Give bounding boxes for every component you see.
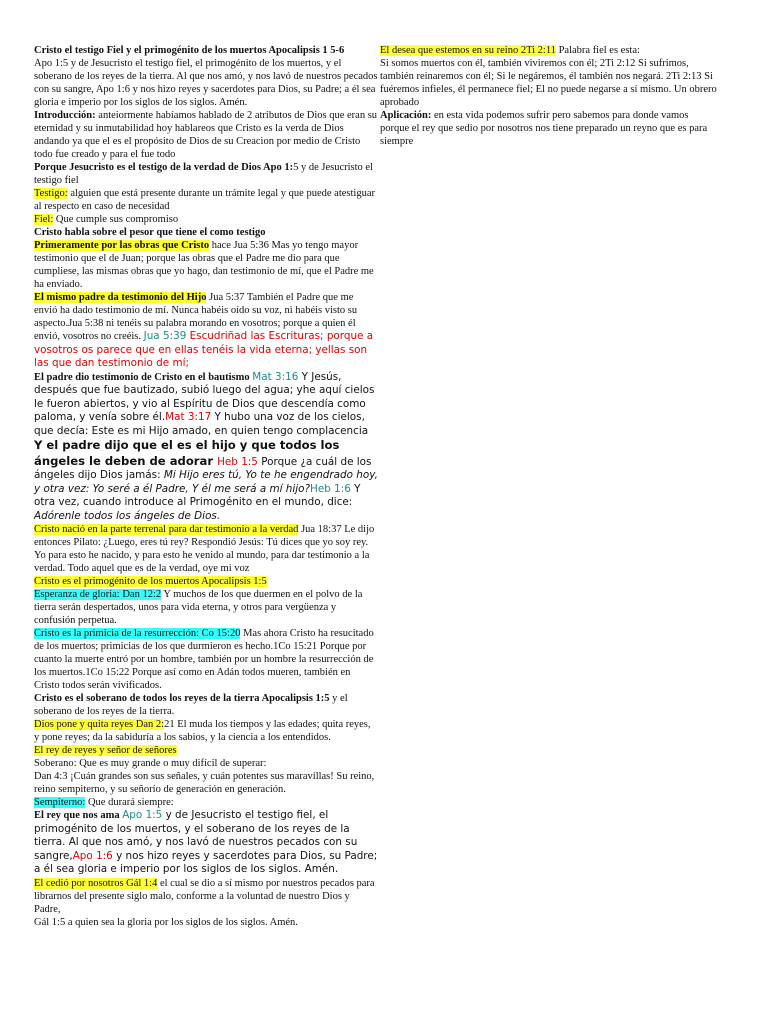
point-kings-heading: Dios pone y quita reyes Dan 2: [34,719,165,730]
introduction-paragraph [34,109,378,161]
reference-heb-1-6: Heb 1:6 [310,482,351,495]
application-text: en esta vida podemos sufrir pero sabemos para donde vamos porque el rey que sedio por nosotros nos tiene preparado un reyno que es para siempre [380,110,708,147]
point-father-testimony-heading: El mismo padre da testimonio del Hijo [34,292,207,303]
point-king-loves-heading: El rey que nos ama [34,810,123,821]
point-witness-text: 5 y de Jesucristo el testigo fiel [34,162,373,186]
point-sovereign-heading: Cristo es el soberano de todos los reyes de la tierra Apocalipsis 1:5 [34,693,333,704]
definition-soberano: Soberano: Que es muy grande o muy difícil de superar: [34,758,267,769]
point-king-loves [34,809,378,877]
point-father-testimony [34,291,378,371]
point-hope-glory [34,588,378,627]
application-paragraph [380,109,720,148]
point-king-loves-text-1: y de Jesucristo el testigo fiel, el primogénito de los muertos, y el soberano de los reyes de la tierra. Al que nos amó, y nos lavó de nuestros pecados con su sangre, [34,809,358,862]
definition-testigo-term: Testigo: [34,188,68,199]
sermon-title: Cristo el testigo Fiel y el primogénito de los muertos Apocalipsis 1 5-6 [34,45,345,56]
point-witness [34,161,378,187]
point-kingdom-text: Palabra fiel es esta: [555,45,640,56]
point-baptism-text-2: Y hubo una voz de los cielos, que decía: Este es mi Hijo amado, en quien tengo complacencia [34,411,369,437]
point-gave-himself-text: el cual se dio a sí mismo por nuestros pecados para librarnos del presente siglo malo, conforme a la voluntad de nuestro Dios y Padre, [34,877,375,915]
point-truth-text: Jua 18:37 Le dijo entonces Pilato: ¿Luego, eres tú rey? Respondió Jesús: Tú dices que yo soy rey. Yo para esto he nacido, y para esto he venido al mundo, para dar testimonio a la verdad. Todo aquel que es de la verdad, oye mi voz [34,524,375,574]
point-works-text: hace Jua 5:36 Mas yo tengo mayor testimonio que el de Juan; porque las obras que el Padre me dio para que cumpliese, las mismas obras que yo hago, dan testimonio de mí, que el Padre me ha enviado. [34,240,374,290]
definition-fiel-term: Fiel: [34,214,54,225]
point-kings-text: 21 El muda los tiempos y las edades; quita reyes, y pone reyes; da la sabiduría a los sabios, y la ciencia a los entendidos. [34,719,371,743]
application-label: Aplicación: [380,110,432,121]
point-firstfruits-heading: Cristo es la primicia de la resurrección: Co 15:20 [34,628,241,639]
point-truth [34,523,378,575]
reference-apo-1-6: Apo 1:6 [72,849,113,862]
point-witness-heading: Porque Jesucristo es el testigo de la verdad de Dios Apo 1: [34,162,294,173]
definition-sempiterno-term: Sempiterno: [34,797,86,808]
right-column [380,44,720,148]
definition-sempiterno [34,796,378,809]
definition-sempiterno-text: Que durará siempre: [85,797,174,808]
point-angels-quote-2: Adórenle todos los ángeles de Dios. [34,509,221,522]
subheading-witness-weight: Cristo habla sobre el pesor que tiene el como testigo [34,227,266,238]
definition-testigo [34,187,378,213]
passage-text: Apo 1:5 y de Jesucristo el testigo fiel, el primogénito de los muertos, y el soberano de los reyes de la tierra. Al que nos amó, y nos lavó de nuestros pecados con su sangre, Apo 1:6 y nos hizo reyes y sacerdotes para Dios, su Padre; a él sea gloria e imperio por los siglos de los siglos. Amén. [34,58,378,108]
point-baptism-text-1: Y Jesús, después que fue bautizado, subió luego del agua; yhe aquí cielos le fueron abiertos, y vio al Espíritu de Dios que descendía como paloma, y venía sobre él. [34,370,375,423]
left-column [34,44,378,929]
reference-apo-1-5: Apo 1:5 [122,809,163,821]
point-kingdom-heading: El desea que estemos en su reino 2Ti 2:11 [380,45,556,56]
definition-fiel-text: Que cumple sus compromiso [53,214,179,225]
point-sovereign-text: y el soberano de los reyes de la tierra. [34,693,348,717]
point-baptism-heading: El padre dio testimonio de Cristo en el bautismo [34,371,253,383]
reference-heb-1-5: Heb 1:5 [217,455,258,468]
point-gave-himself [34,877,378,916]
point-king-loves-text-2: y nos hizo reyes y sacerdotes para Dios, su Padre; a él sea gloria e imperio por los siglos de los siglos. Amén. [34,849,378,875]
passage-heading [34,44,378,109]
point-works-heading: Primeramente por las obras que Cristo [34,240,210,251]
red-quote-escrituras: Escudriñad las Escrituras; porque a vosotros os parece que en ellas tenéis la vida eterna; yellas son las que dan testimonio de mí; [34,330,374,369]
definition-testigo-text: alguien que está presente durante un trámite legal y que puede atestiguar al respecto en caso de necesidad [34,188,375,212]
point-firstfruits [34,627,378,692]
point-sovereign [34,692,378,718]
reference-mat-3-16: Mat 3:16 [252,370,299,383]
point-gave-himself-heading: El cedió por nosotros Gál 1:4 [34,877,158,889]
point-firstborn [34,575,378,588]
point-king-of-kings-heading: El rey de reyes y señor de señores [34,745,177,756]
point-hope-glory-heading: Esperanza de gloria: Dan 12:2 [34,589,162,600]
point-firstborn-heading: Cristo es el primogénito de los muertos Apocalipsis 1:5 [34,576,267,587]
verse-gal-1-5: Gál 1:5 a quien sea la gloria por los siglos de los siglos. Amén. [34,916,298,928]
point-father-testimony-text: Jua 5:37 También el Padre que me envió ha dado testimonio de mí. Nunca habéis oído su voz, ni habéis visto su aspecto.Jua 5:38 ni tenéis su palabra morando en vosotros; porque a quien él envió, vosotros no creéis. [34,292,358,342]
point-angels-text-1: Porque ¿a cuál de los ángeles dijo Dios jamás: [34,455,372,481]
point-angels-text-2: Y otra vez, cuando introduce al Primogénito en el mundo, dice: [34,482,361,508]
point-king-of-kings [34,744,378,757]
point-angels-worship [34,438,378,523]
reference-jua-5-39: Jua 5:39 [143,330,187,342]
point-works [34,239,378,291]
point-hope-glory-text: Y muchos de los que duermen en el polvo de la tierra serán despertados, unos para vida eterna, y otros para vergüenza y confusión perpetua. [34,589,363,626]
reference-mat-3-17: Mat 3:17 [165,411,212,423]
introduction-text: anteiormente habíamos hablado de 2 atributos de Dios que eran su eternidad y su inmutabilidad hoy hablareos que Cristo es la verda de Dios andando ya que el es el propósito de Dios de su Creacion por medio de Cristo todo fue creado y para el fue todo [34,110,378,160]
point-angels-quote-1: Mi Hijo eres tú, Yo te he engendrado hoy, y otra vez: Yo seré a él Padre, Y él me será a mí hijo? [34,469,378,495]
point-baptism [34,371,378,439]
verse-dan-4-3: Dan 4:3 ¡Cuán grandes son sus señales, y cuán potentes sus maravillas! Su reino, reino sempiterno, y su señorío de generación en generación. [34,771,375,795]
point-firstfruits-text: Mas ahora Cristo ha resucitado de los muertos; primicias de los que durmieron es hecho.1Co 15:21 Porque por cuanto la muerte entró por un hombre, también por un hombre la resurrección de los muertos.1Co 15:22 Porque así como en Adán todos mueren, también en Cristo todos serán vivificados. [34,628,374,691]
point-angels-heading: Y el padre dijo que el es el hijo y que todos los ángeles le deben de adorar [34,438,340,468]
point-kings [34,718,378,744]
point-truth-heading: Cristo nació en la parte terrenal para dar testimonio a la verdad [34,524,299,535]
introduction-label: Introducción: [34,110,96,121]
verse-2ti-2-11: Si somos muertos con él, también viviremos con él; 2Ti 2:12 Si sufrimos, también reinaremos con él; Si le negáremos, él también nos negará. 2Ti 2:13 Si fuéremos infieles, él permanece fiel; El no puede negarse a sí mismo. Un obrero aprobado [380,58,717,108]
point-kingdom [380,44,720,57]
definition-fiel [34,213,378,226]
